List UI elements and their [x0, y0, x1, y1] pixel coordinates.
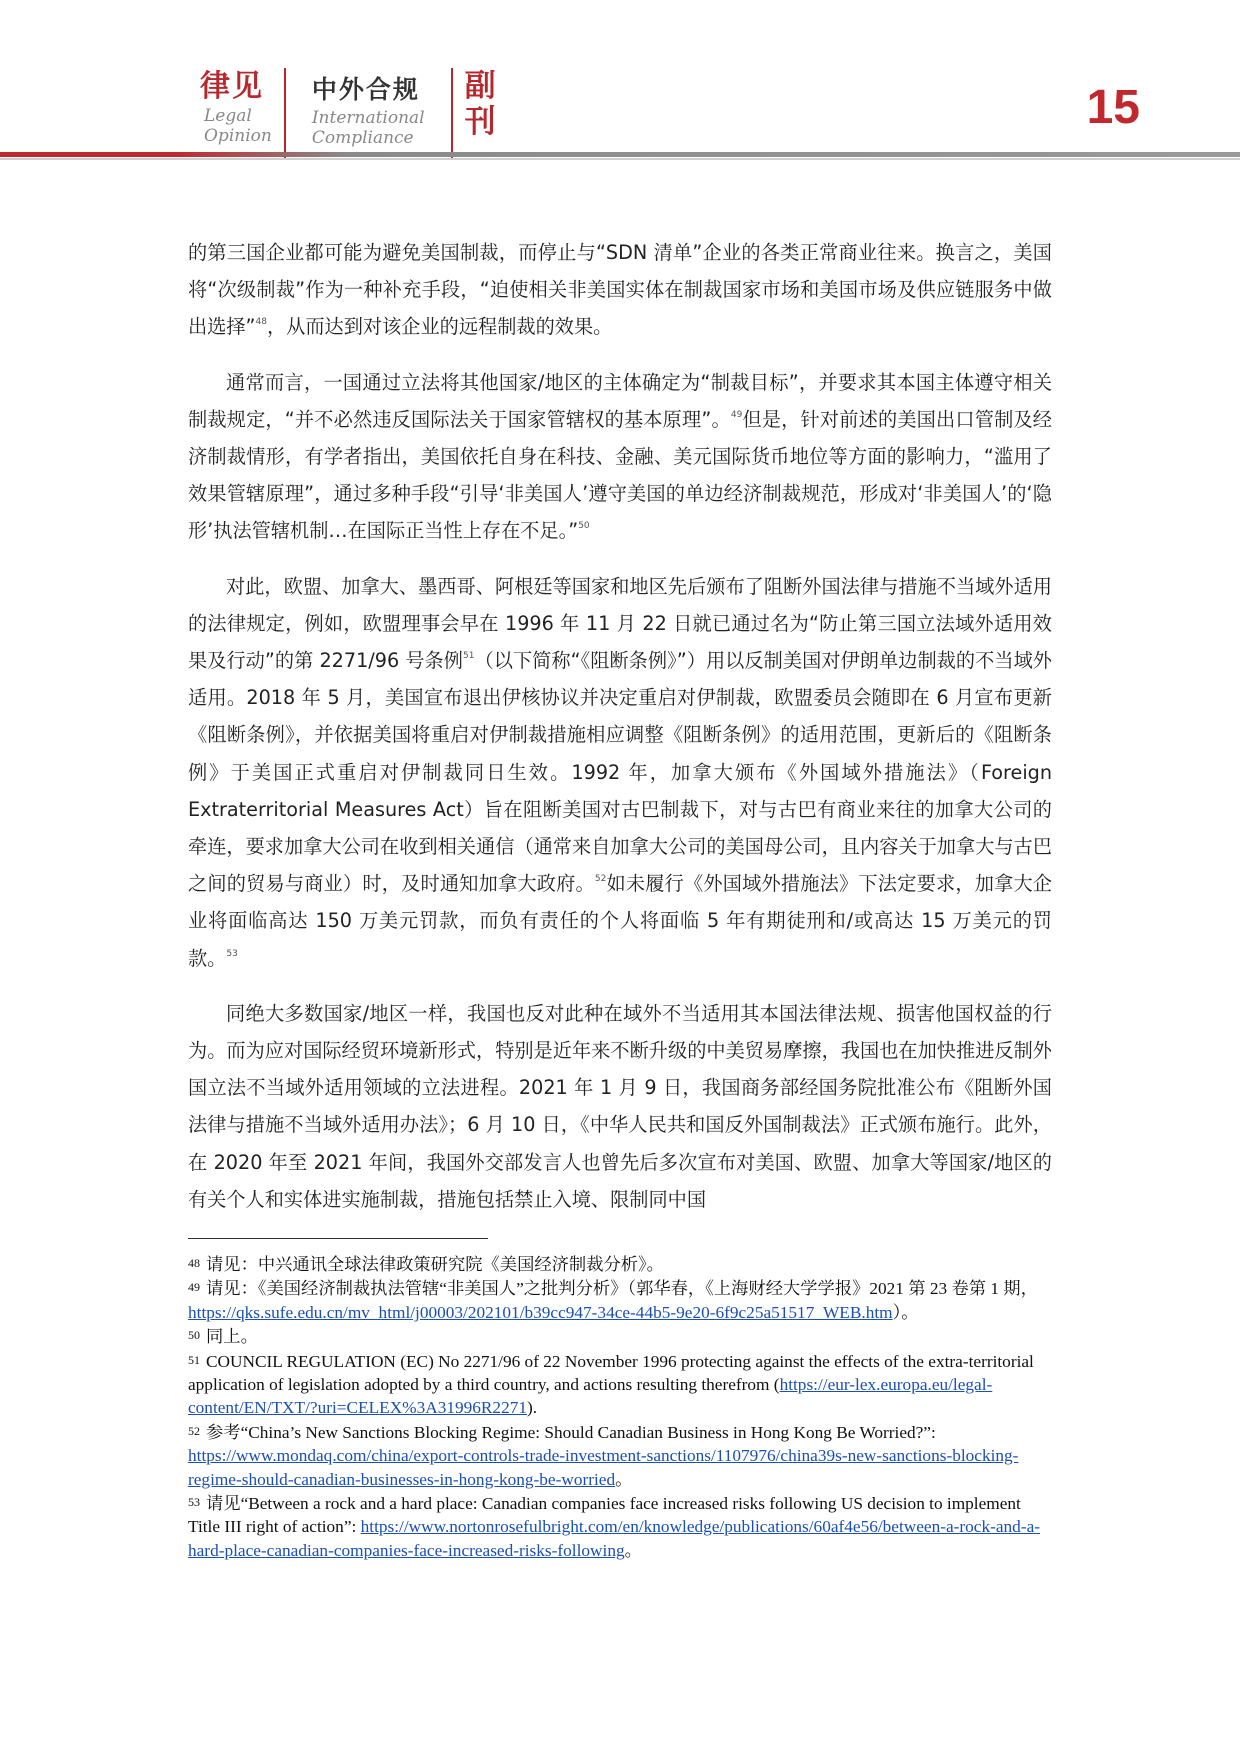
footnote-text: 参考“China’s New Sanctions Blocking Regime: Should Canadian Business in Hong Kong Be Worried?”:: [206, 1422, 936, 1442]
footnote-text: 请见“Between a rock and a hard place: Canadian companies face increased risks following US decision to implement Title III right of action”:: [188, 1494, 1021, 1537]
footnote: [188, 1420, 1052, 1491]
logo-en-opinion: Opinion: [204, 126, 272, 146]
footnote-number: 51: [188, 1352, 200, 1367]
footnote-text: 请见：中兴通讯全球法律政策研究院《美国经济制裁分析》。: [206, 1255, 664, 1274]
footnote-number: 50: [188, 1328, 200, 1343]
footnote-number: 49: [188, 1280, 200, 1295]
footnote-text: COUNCIL REGULATION (EC) No 2271/96 of 22 November 1996 protecting against the effects of the extra-territorial application of legislation adopted by a third country, and actions resulting therefrom (: [188, 1351, 1034, 1395]
footnote-text: 。: [624, 1540, 642, 1560]
logo-international-compliance: [298, 68, 439, 160]
footnote-ref: 53: [226, 948, 238, 959]
footnote-link[interactable]: https://www.mondaq.com/china/export-controls-trade-investment-sanctions/1107976/china39s-new-sanctions-blocking-regime-should-canadian-businesses-in-hong-kong-be-worried: [188, 1446, 1019, 1489]
paragraph-text: 但是，针对前述的美国出口管制及经济制裁情形，有学者指出，美国依托自身在科技、金融、美元国际货币地位等方面的影响力，“滥用了效果管辖原理”，通过多种手段“引导‘非美国人’遵守美国的单边经济制裁规范，形成对‘非美国人’的‘隐形’执法管辖机制…在国际正当性上存在不足。”: [188, 407, 1052, 543]
footnote: [188, 1349, 1052, 1420]
footnote-link[interactable]: https://eur-lex.europa.eu/legal-content/EN/TXT/?uri=CELEX%3A31996R2271: [188, 1375, 993, 1418]
footnote-text: ).: [527, 1398, 538, 1418]
header-rule-thin: [0, 158, 1240, 160]
footnote-ref: 48: [255, 317, 267, 328]
logo-divider-2: [451, 68, 453, 160]
footnote-text: ）。: [892, 1302, 919, 1322]
paragraph-text: （以下简称“《阻断条例》”）用以反制美国对伊朗单边制裁的不当域外适用。2018 年 5 月，美国宣布退出伊核协议并决定重启对伊制裁，欧盟委员会随即在 6 月宣布更新《阻断条例》，并依据美国将重启对伊制裁措施相应调整《阻断条例》的适用范围，更新后的《阻断条例》于美国正式重启对伊制裁同日生效。1992 年，加拿大颁布《外国域外措施法》（Foreign Extraterritorial Measures Act）旨在阻断美国对古巴制裁下，对与古巴有商业来往的加拿大公司的牵连，要求加拿大公司在收到相关通信（通常来自加拿大公司的美国母公司，且内容关于加拿大与古巴之间的贸易与商业）时，及时通知加拿大政府。: [188, 649, 1052, 896]
page-header: [0, 0, 1240, 170]
paragraph-text: 通常而言，一国通过立法将其他国家/地区的主体确定为“制裁目标”，并要求其本国主体遵守相关制裁规定，“并不必然违反国际法关于国家管辖权的基本原理”。: [188, 370, 1052, 431]
footnote-number: 52: [188, 1423, 200, 1438]
footnote-text: 。: [615, 1469, 633, 1489]
body-paragraph: [188, 364, 1052, 550]
logo-cn-fu: 副: [464, 68, 496, 104]
body-paragraph: [188, 234, 1052, 346]
footnote-text: 请见：《美国经济制裁执法管辖“非美国人”之批判分析》（郭华春，《上海财经大学学报》2021 第 23 卷第 1 期，: [206, 1279, 1038, 1299]
footnote: [188, 1324, 1052, 1348]
footnote-ref: 51: [463, 651, 475, 662]
footnote-number: 48: [188, 1256, 200, 1270]
footnote-ref: 50: [578, 521, 590, 532]
logo-cn-kan: 刊: [464, 104, 496, 140]
body-paragraph: [188, 995, 1052, 1218]
paragraph-text: 的第三国企业都可能为避免美国制裁，而停止与“SDN 清单”企业的各类正常商业往来。换言之，美国将“次级制裁”作为一种补充手段，“迫使相关非美国实体在制裁国家市场和美国市场及供应链服务中做出选择”: [188, 241, 1052, 339]
footnote-ref: 52: [594, 874, 607, 885]
footnote: [188, 1276, 1052, 1324]
logo-legal-opinion: [200, 68, 272, 160]
footnote-ref: 49: [730, 409, 743, 420]
footnote-link[interactable]: https://www.nortonrosefulbright.com/en/knowledge/publications/60af4e56/between-a-rock-and-a-hard-place-canadian-companies-face-increased-risks-following: [188, 1517, 1040, 1560]
footnote: [188, 1491, 1052, 1562]
footnote-link[interactable]: https://qks.sufe.edu.cn/mv_html/j00003/202101/b39cc947-34ce-44b5-9e20-6f9c25a51517_WEB.htm: [188, 1302, 893, 1322]
paragraph-text: 如未履行《外国域外措施法》下法定要求，加拿大企业将面临高达 150 万美元罚款，而负有责任的个人将面临 5 年有期徒刑和/或高达 15 万美元的罚款。: [188, 872, 1053, 970]
paragraph-text: 对此，欧盟、加拿大、墨西哥、阿根廷等国家和地区先后颁布了阻断外国法律与措施不当域外适用的法律规定，例如，欧盟理事会早在 1996 年 11 月 22 日就已通过名为“防止第三国立法域外适用效果及行动”的第 2271/96 号条例: [188, 574, 1052, 673]
paragraph-text: ，从而达到对该企业的远程制裁的效果。: [266, 315, 613, 339]
body-paragraph: [188, 568, 1052, 977]
logo-divider: [284, 68, 286, 160]
footnote-separator: [188, 1238, 488, 1239]
footnote-text: 同上。: [206, 1327, 258, 1347]
logo-cn-lujian: 律见: [200, 69, 264, 104]
footnote-number: 53: [188, 1495, 200, 1510]
body-text: [188, 234, 1052, 1236]
footnotes: [188, 1252, 1052, 1562]
logo-en-compliance: Compliance: [311, 128, 414, 148]
footnote: [188, 1252, 1052, 1276]
paragraph-text: 同绝大多数国家/地区一样，我国也反对此种在域外不当适用其本国法律法规、损害他国权益的行为。而为应对国际经贸环境新形式，特别是近年来不断升级的中美贸易摩擦，我国也在加快推进反制外国立法不当域外适用领域的立法进程。2021 年 1 月 9 日，我国商务部经国务院批准公布《阻断外国法律与措施不当域外适用办法》；6 月 10 日，《中华人民共和国反外国制裁法》正式颁布施行。此外，在 2020 年至 2021 年间，我国外交部发言人也曾先后多次宣布对美国、欧盟、加拿大等国家/地区的有关个人和实体进实施制裁，措施包括禁止入境、限制同中国: [188, 1001, 1052, 1211]
header-rule: [0, 152, 1240, 157]
logo-cn-zhongwaihegui: 中外合规: [311, 75, 420, 104]
page-number: 15: [1086, 81, 1140, 134]
publication-logo: [200, 68, 496, 160]
logo-en-international: International: [311, 108, 425, 128]
logo-supplement: [465, 68, 496, 160]
logo-en-legal: Legal: [204, 106, 252, 126]
